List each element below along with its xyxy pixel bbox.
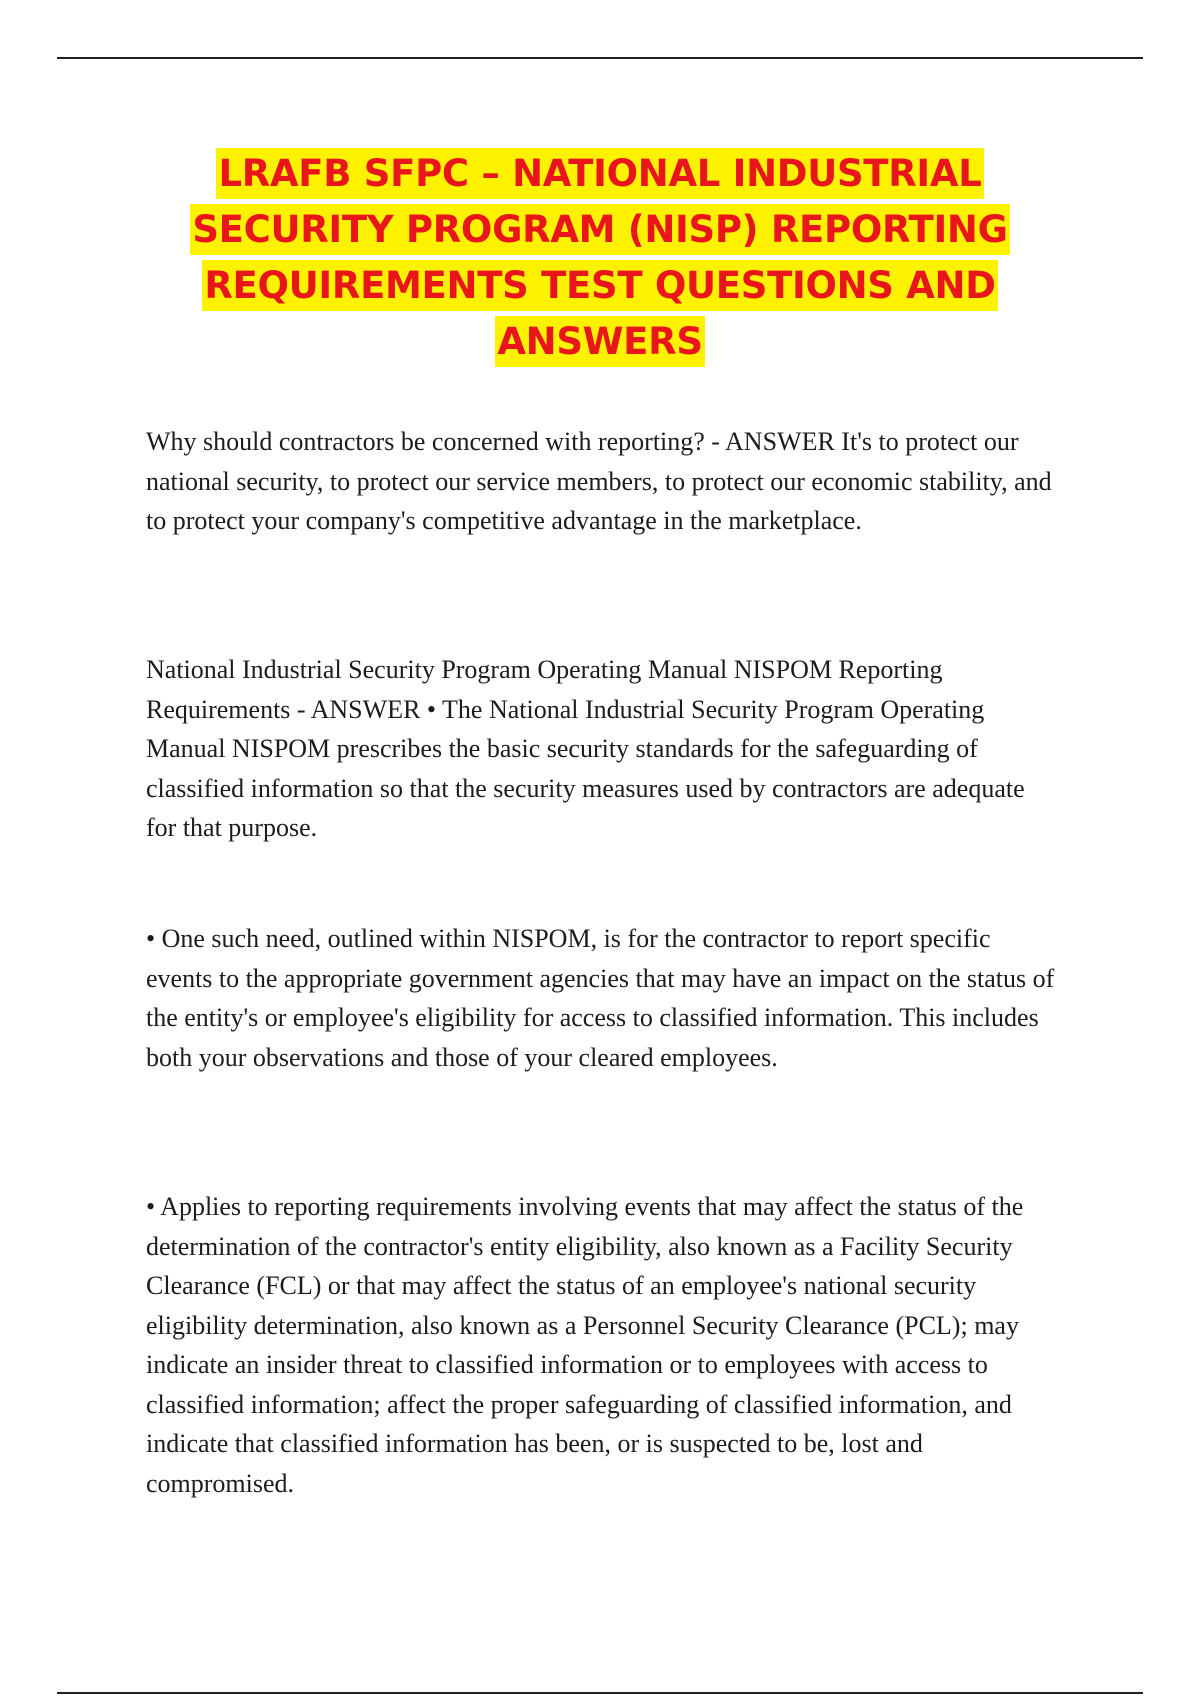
paragraph-2: National Industrial Security Program Operating Manual NISPOM Reporting Requirements - ANSWER • The National Industrial Security Program Operating Manual NISPOM prescribes the basic security standards for the safeguarding of classified information so that the security measures used by contractors are adequate for that purpose.	[146, 655, 1025, 842]
paragraph-4: • Applies to reporting requirements involving events that may affect the status of the determination of the contractor's entity eligibility, also known as a Facility Security Clearance (FCL) or that may affect the status of an employee's national security eligibility determination, also known as a Personnel Security Clearance (PCL); may indicate an insider threat to classified information or to employees with access to classified information; affect the proper safeguarding of classified information, and indicate that classified information has been, or is suspected to be, lost and compromised.	[146, 1192, 1024, 1498]
top-rule	[57, 57, 1143, 59]
paragraph-3: • One such need, outlined within NISPOM, is for the contractor to report specific events to the appropriate government agencies that may have an impact on the status of the entity's or employee's eligibility for access to classified information. This includes both your observations and those of your cleared employees.	[146, 924, 1055, 1072]
document-title-block	[150, 146, 1050, 370]
paragraph-1: Why should contractors be concerned with reporting? - ANSWER It's to protect our national security, to protect our service members, to protect our economic stability, and to protect your company's competitive advantage in the marketplace.	[146, 427, 1052, 535]
document-title: LRAFB SFPC – NATIONAL INDUSTRIAL SECURITY PROGRAM (NISP) REPORTING REQUIREMENTS TEST QUESTIONS AND ANSWERS	[190, 148, 1009, 367]
bottom-rule	[57, 1692, 1143, 1694]
